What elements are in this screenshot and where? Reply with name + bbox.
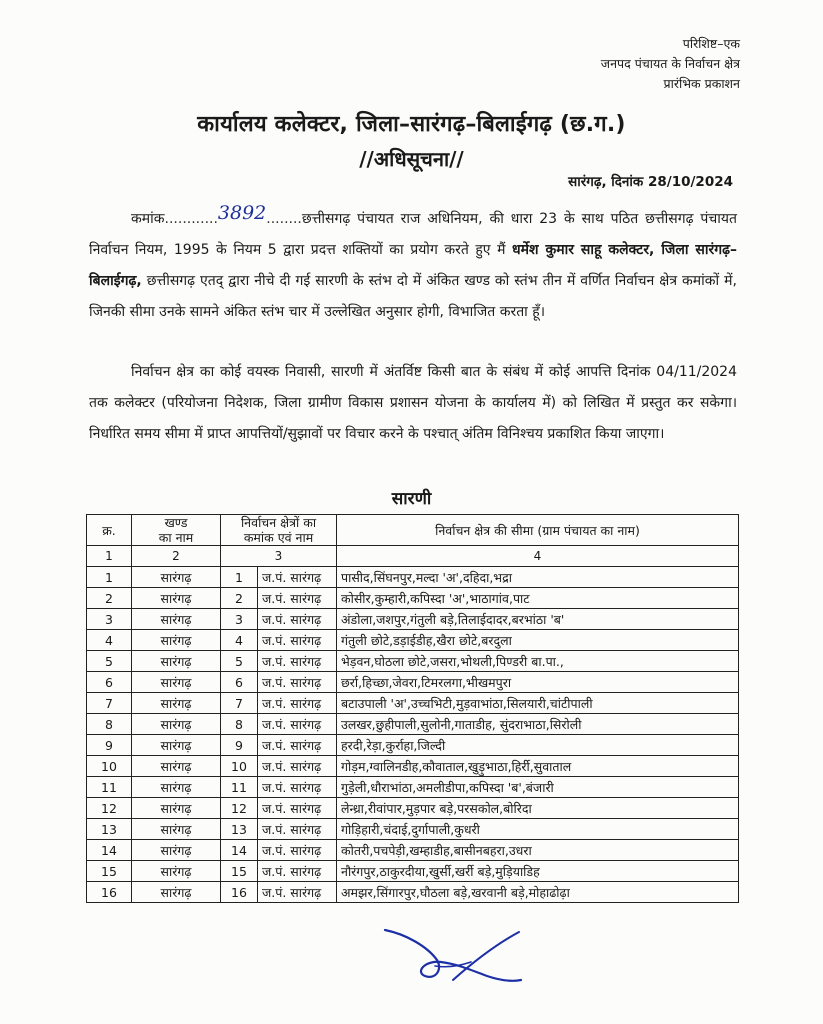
cell-block-name: सारंगढ़ — [132, 714, 221, 735]
cell-serial-no: 14 — [87, 840, 132, 861]
cell-constituency-name: ज.पं. सारंगढ़ — [258, 861, 337, 882]
cell-serial-no: 4 — [87, 630, 132, 651]
cell-constituency-no: 8 — [221, 714, 258, 735]
cell-constituency-no: 13 — [221, 819, 258, 840]
cell-block-name: सारंगढ़ — [132, 630, 221, 651]
reference-label: कमांक — [131, 211, 165, 227]
cell-serial-no: 1 — [87, 567, 132, 588]
collector-name: धर्मेश कुमार साहू कलेक्टर, जिला सारंगढ़–बिलाईगढ़, — [89, 242, 738, 289]
cell-constituency-name: ज.पं. सारंगढ़ — [258, 651, 337, 672]
table-row — [87, 777, 739, 798]
cell-block-name: सारंगढ़ — [132, 777, 221, 798]
cell-limit: भेड़वन,घोठला छोटे,जसरा,भोथली,पिण्डरी बा.पा., — [337, 651, 739, 672]
table-row — [87, 882, 739, 903]
cell-block-name: सारंगढ़ — [132, 756, 221, 777]
cell-block-name: सारंगढ़ — [132, 609, 221, 630]
table-column-number-row — [87, 546, 739, 567]
table-row — [87, 735, 739, 756]
cell-serial-no: 3 — [87, 609, 132, 630]
cell-constituency-name: ज.पं. सारंगढ़ — [258, 735, 337, 756]
header-constituency: निर्वाचन क्षेत्रों का कमांक एवं नाम — [221, 515, 337, 546]
cell-limit: गोड़म,ग्वालिनडीह,कौवाताल,खुड़ुभाठा,हिर्री,सुवाताल — [337, 756, 739, 777]
table-row — [87, 567, 739, 588]
cell-serial-no: 8 — [87, 714, 132, 735]
cell-constituency-no: 1 — [221, 567, 258, 588]
cell-constituency-name: ज.पं. सारंगढ़ — [258, 672, 337, 693]
reference-number: 3892 — [217, 202, 267, 224]
cell-limit: गोड़िहारी,चंदाई,दुर्गापाली,कुधरी — [337, 819, 739, 840]
cell-block-name: सारंगढ़ — [132, 840, 221, 861]
table-row — [87, 714, 739, 735]
paragraph-1 — [89, 202, 737, 328]
table-row — [87, 672, 739, 693]
cell-block-name: सारंगढ़ — [132, 693, 221, 714]
annex-line-1: परिशिष्ट–एक — [682, 36, 740, 51]
cell-serial-no: 2 — [87, 588, 132, 609]
place-date: सारंगढ़, दिनांक 28/10/2024 — [568, 174, 733, 190]
cell-serial-no: 6 — [87, 672, 132, 693]
cell-block-name: सारंगढ़ — [132, 798, 221, 819]
cell-constituency-name: ज.पं. सारंगढ़ — [258, 882, 337, 903]
cell-constituency-name: ज.पं. सारंगढ़ — [258, 798, 337, 819]
table-row — [87, 819, 739, 840]
cell-block-name: सारंगढ़ — [132, 882, 221, 903]
cell-constituency-name: ज.पं. सारंगढ़ — [258, 693, 337, 714]
table-row — [87, 609, 739, 630]
cell-constituency-name: ज.पं. सारंगढ़ — [258, 588, 337, 609]
cell-constituency-no: 12 — [221, 798, 258, 819]
document-title: कार्यालय कलेक्टर, जिला–सारंगढ़–बिलाईगढ़ (छ.ग.) — [197, 112, 626, 137]
header-block-name: खण्ड का नाम — [132, 515, 221, 546]
table-body — [87, 567, 739, 903]
cell-limit: गंतुली छोटे,डड़ाईडीह,खैरा छोटे,बरदुला — [337, 630, 739, 651]
cell-block-name: सारंगढ़ — [132, 567, 221, 588]
cell-serial-no: 9 — [87, 735, 132, 756]
cell-limit: लेन्ध्रा,रीवांपार,मुड़पार बड़े,परसकोल,बोरिदा — [337, 798, 739, 819]
cell-serial-no: 16 — [87, 882, 132, 903]
cell-limit: बटाउपाली 'अ',उच्चभिटी,मुड़वाभांठा,सिलयारी,चांटीपाली — [337, 693, 739, 714]
cell-serial-no: 13 — [87, 819, 132, 840]
cell-block-name: सारंगढ़ — [132, 672, 221, 693]
paragraph-2 — [89, 357, 737, 450]
cell-constituency-no: 2 — [221, 588, 258, 609]
cell-constituency-no: 10 — [221, 756, 258, 777]
cell-constituency-no: 9 — [221, 735, 258, 756]
cell-limit: अंडोला,जशपुर,गंतुली बड़े,तिलाईदादर,बरभांठा 'ब' — [337, 609, 739, 630]
table-row — [87, 693, 739, 714]
cell-serial-no: 11 — [87, 777, 132, 798]
cell-serial-no: 7 — [87, 693, 132, 714]
cell-constituency-name: ज.पं. सारंगढ़ — [258, 630, 337, 651]
cell-serial-no: 10 — [87, 756, 132, 777]
cell-limit: गुड़ेली,धौराभांठा,अमलीडीपा,कपिस्दा 'ब',बंजारी — [337, 777, 739, 798]
table-row — [87, 651, 739, 672]
cell-block-name: सारंगढ़ — [132, 735, 221, 756]
constituency-table — [86, 514, 739, 903]
cell-constituency-no: 3 — [221, 609, 258, 630]
column-number: 2 — [132, 546, 221, 567]
annex-header — [601, 34, 740, 94]
document-subtitle: //अधिसूचना// — [359, 147, 464, 171]
annex-line-2: जनपद पंचायत के निर्वाचन क्षेत्र — [600, 56, 740, 71]
cell-block-name: सारंगढ़ — [132, 588, 221, 609]
cell-constituency-no: 16 — [221, 882, 258, 903]
cell-constituency-no: 7 — [221, 693, 258, 714]
table-row — [87, 756, 739, 777]
column-number: 4 — [337, 546, 739, 567]
cell-constituency-name: ज.पं. सारंगढ़ — [258, 819, 337, 840]
cell-limit: हरदी,रेड़ा,कुर्राहा,जिल्दी — [337, 735, 739, 756]
cell-constituency-name: ज.पं. सारंगढ़ — [258, 777, 337, 798]
table-caption: सारणी — [391, 489, 432, 509]
reference-dots-before: ............ — [164, 211, 218, 227]
paragraph-1-text-b: छत्तीसगढ़ एतद् द्वारा नीचे दी गई सारणी के स्तंभ दो में अंकित खण्ड को स्तंभ तीन में वर्णित निर्वाचन क्षेत्र कमांकों में, जिनकी सीमा उनके सामने अंकित स्तंभ चार में उल्लेखित अनुसार होगी, विभाजित करता हूँ। — [89, 273, 737, 320]
cell-limit: कोतरी,पचपेड़ी,खम्हाडीह,बासीनबहरा,उधरा — [337, 840, 739, 861]
cell-constituency-no: 15 — [221, 861, 258, 882]
annex-line-3: प्रारंभिक प्रकाशन — [663, 76, 740, 91]
table-row — [87, 798, 739, 819]
cell-block-name: सारंगढ़ — [132, 819, 221, 840]
paragraph-1-text-a: छत्तीसगढ़ पंचायत राज अधिनियम, की धारा 23 के साथ पठित छत्तीसगढ़ पंचायत निर्वाचन नियम, 1995 के नियम 5 द्वारा प्रदत्त शक्तियों का प्रयोग करते हुए मैं — [89, 211, 737, 258]
cell-constituency-no: 11 — [221, 777, 258, 798]
cell-limit: कोसीर,कुम्हारी,कपिस्दा 'अ',भाठागांव,पाट — [337, 588, 739, 609]
cell-constituency-name: ज.पं. सारंगढ़ — [258, 567, 337, 588]
cell-constituency-name: ज.पं. सारंगढ़ — [258, 609, 337, 630]
cell-constituency-name: ज.पं. सारंगढ़ — [258, 840, 337, 861]
cell-limit: पासीद,सिंघनपुर,मल्दा 'अ',दहिदा,भद्रा — [337, 567, 739, 588]
cell-constituency-name: ज.पं. सारंगढ़ — [258, 756, 337, 777]
table-header-row — [87, 515, 739, 546]
cell-limit: छर्रा,हिच्छा,जेवरा,टिमरलगा,भीखमपुरा — [337, 672, 739, 693]
signature-icon — [375, 920, 525, 990]
cell-constituency-no: 6 — [221, 672, 258, 693]
cell-serial-no: 12 — [87, 798, 132, 819]
cell-constituency-no: 5 — [221, 651, 258, 672]
cell-block-name: सारंगढ़ — [132, 861, 221, 882]
cell-constituency-no: 14 — [221, 840, 258, 861]
cell-limit: नौरंगपुर,ठाकुरदीया,खुर्सी,खर्री बड़े,मुड़ियाडिह — [337, 861, 739, 882]
column-number: 3 — [221, 546, 337, 567]
reference-dots-after: ........ — [266, 211, 302, 227]
table-row — [87, 630, 739, 651]
cell-serial-no: 15 — [87, 861, 132, 882]
cell-constituency-no: 4 — [221, 630, 258, 651]
paragraph-2-text: निर्वाचन क्षेत्र का कोई वयस्क निवासी, सारणी में अंतर्विष्ट किसी बात के संबंध में कोई आपत्ति दिनांक 04/11/2024 तक कलेक्टर (परियोजना निदेशक, जिला ग्रामीण विकास प्रशासन योजना के कार्यालय में) को लिखित में प्रस्तुत कर सकेगा। निर्धारित समय सीमा में प्राप्त आपत्तियों/सुझावों पर विचार करने के पश्चात् अंतिम विनिश्चय प्रकाशित किया जाएगा। — [89, 364, 737, 442]
table-row — [87, 861, 739, 882]
header-serial-no: क्र. — [87, 515, 132, 546]
cell-serial-no: 5 — [87, 651, 132, 672]
table-row — [87, 840, 739, 861]
cell-limit: उलखर,छुहीपाली,सुलोनी,गाताडीह, सुंदराभाठा,सिरोली — [337, 714, 739, 735]
table-row — [87, 588, 739, 609]
cell-block-name: सारंगढ़ — [132, 651, 221, 672]
column-number: 1 — [87, 546, 132, 567]
cell-constituency-name: ज.पं. सारंगढ़ — [258, 714, 337, 735]
header-limit: निर्वाचन क्षेत्र की सीमा (ग्राम पंचायत का नाम) — [337, 515, 739, 546]
cell-limit: अमझर,सिंगारपुर,घौठला बड़े,खरवानी बड़े,मोहाढोढ़ा — [337, 882, 739, 903]
